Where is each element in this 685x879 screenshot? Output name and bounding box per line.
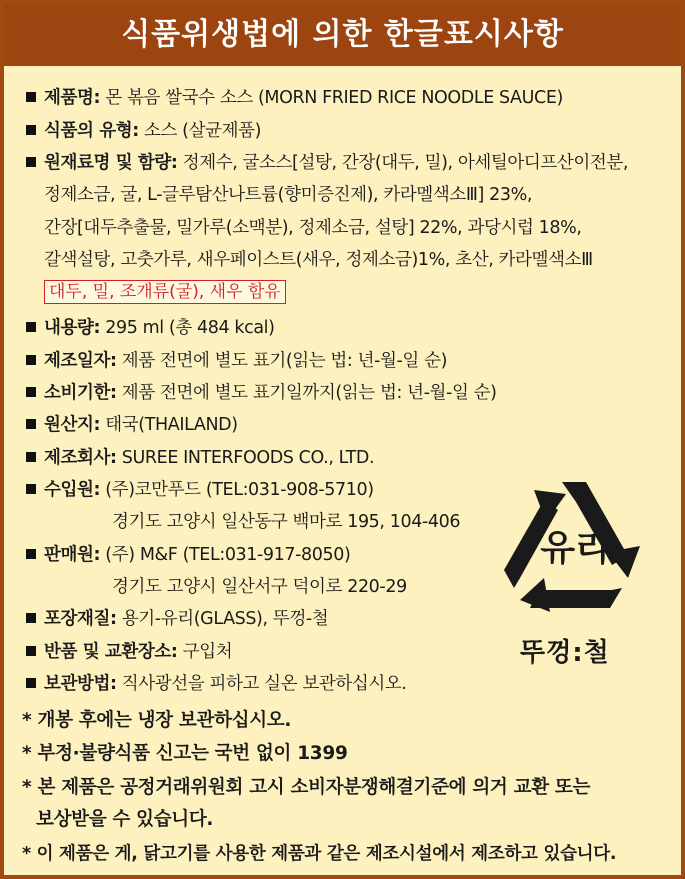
bullet-icon (26, 678, 36, 688)
volume-row (26, 316, 275, 340)
ingredients-line: 정제소금, 굴, L-글루탐산나트륨(향미증진제), 카라멜색소Ⅲ] 23%, (44, 185, 533, 205)
bullet-icon (26, 157, 36, 167)
packaging-row (26, 607, 328, 631)
return-value: 구입처 (182, 642, 233, 662)
volume-value: 295 ml (총 484 kcal) (105, 318, 275, 338)
mfg-date-row (26, 349, 447, 373)
note-exchange-cont: 보상받을 수 있습니다. (36, 809, 214, 830)
importer-label: 수입원: (44, 480, 101, 500)
ingredients-line: 간장[대두추출물, 밀가루(소맥분), 정제소금, 설탕] 22%, 과당시럽 18%, (44, 218, 582, 238)
bullet-icon (26, 387, 36, 397)
product-name-label: 제품명: (44, 88, 101, 108)
bullet-icon (26, 549, 36, 559)
bullet-icon (26, 452, 36, 462)
recycle-center-text: 유리 (540, 528, 610, 569)
expiry-row (26, 381, 497, 405)
bullet-icon (26, 484, 36, 494)
bullet-icon (26, 613, 36, 623)
note-report: * 부정·불량식품 신고는 국번 없이 1399 (22, 743, 348, 764)
storage-value: 직사광선을 피하고 실온 보관하십시오. (121, 674, 407, 694)
importer-row (26, 478, 374, 502)
recycle-triangle-icon (500, 460, 650, 620)
manufacturer-value: SUREE INTERFOODS CO., LTD. (121, 448, 375, 468)
seller-row (26, 543, 350, 567)
seller-value: (주) M&F (TEL:031-917-8050) (105, 545, 351, 565)
expiry-value: 제품 전면에 별도 표기일까지(읽는 법: 년-월-일 순) (121, 383, 497, 403)
mfg-date-value: 제품 전면에 별도 표기(읽는 법: 년-월-일 순) (121, 351, 448, 371)
manufacturer-label: 제조회사: (44, 448, 117, 468)
importer-value: (주)코만푸드 (TEL:031-908-5710) (105, 480, 374, 500)
storage-label: 보관방법: (44, 674, 117, 694)
ingredients-row (26, 151, 628, 175)
note-allergen-facility: * 이 제품은 게, 닭고기를 사용한 제품과 같은 제조시설에서 제조하고 있습니다. (22, 844, 617, 864)
seller-label: 판매원: (44, 545, 101, 565)
packaging-value: 용기-유리(GLASS), 뚜껑-철 (121, 609, 329, 629)
page-title: 식품위생법에 의한 한글표시사항 (4, 4, 681, 66)
product-name-row (26, 86, 563, 110)
origin-row (26, 413, 238, 437)
bullet-icon (26, 92, 36, 102)
ingredients-label: 원재료명 및 함량: (44, 153, 178, 173)
allergen-warning: 대두, 밀, 조개류(굴), 새우 함유 (44, 280, 286, 304)
importer-address: 경기도 고양시 일산동구 백마로 195, 104-406 (112, 512, 461, 532)
expiry-label: 소비기한: (44, 383, 117, 403)
product-name-value: 몬 볶음 쌀국수 소스 (MORN FRIED RICE NOODLE SAUCE) (105, 88, 563, 108)
recycle-label: 뚜껑:철 (520, 638, 610, 668)
food-type-row (26, 119, 261, 143)
bullet-icon (26, 355, 36, 365)
bullet-icon (26, 646, 36, 656)
ingredients-value: 정제수, 굴소스[설탕, 간장(대두, 밀), 아세틸아디프산이전분, (182, 153, 629, 173)
note-refrigerate: * 개봉 후에는 냉장 보관하십시오. (22, 710, 292, 731)
bullet-icon (26, 322, 36, 332)
seller-address: 경기도 고양시 일산서구 덕이로 220-29 (112, 577, 407, 597)
bullet-icon (26, 125, 36, 135)
bullet-icon (26, 419, 36, 429)
food-type-label: 식품의 유형: (44, 121, 139, 141)
packaging-label: 포장재질: (44, 609, 117, 629)
return-label: 반품 및 교환장소: (44, 642, 178, 662)
origin-value: 태국(THAILAND) (105, 415, 238, 435)
manufacturer-row (26, 446, 374, 470)
volume-label: 내용량: (44, 318, 101, 338)
origin-label: 원산지: (44, 415, 101, 435)
return-row (26, 640, 232, 664)
note-exchange: * 본 제품은 공정거래위원회 고시 소비자분쟁해결기준에 의거 교환 또는 (22, 777, 591, 798)
food-type-value: 소스 (살균제품) (144, 121, 262, 141)
mfg-date-label: 제조일자: (44, 351, 117, 371)
ingredients-line: 갈색설탕, 고춧가루, 새우페이스트(새우, 정제소금)1%, 초산, 카라멜색소Ⅲ (44, 250, 593, 270)
storage-row (26, 672, 407, 696)
